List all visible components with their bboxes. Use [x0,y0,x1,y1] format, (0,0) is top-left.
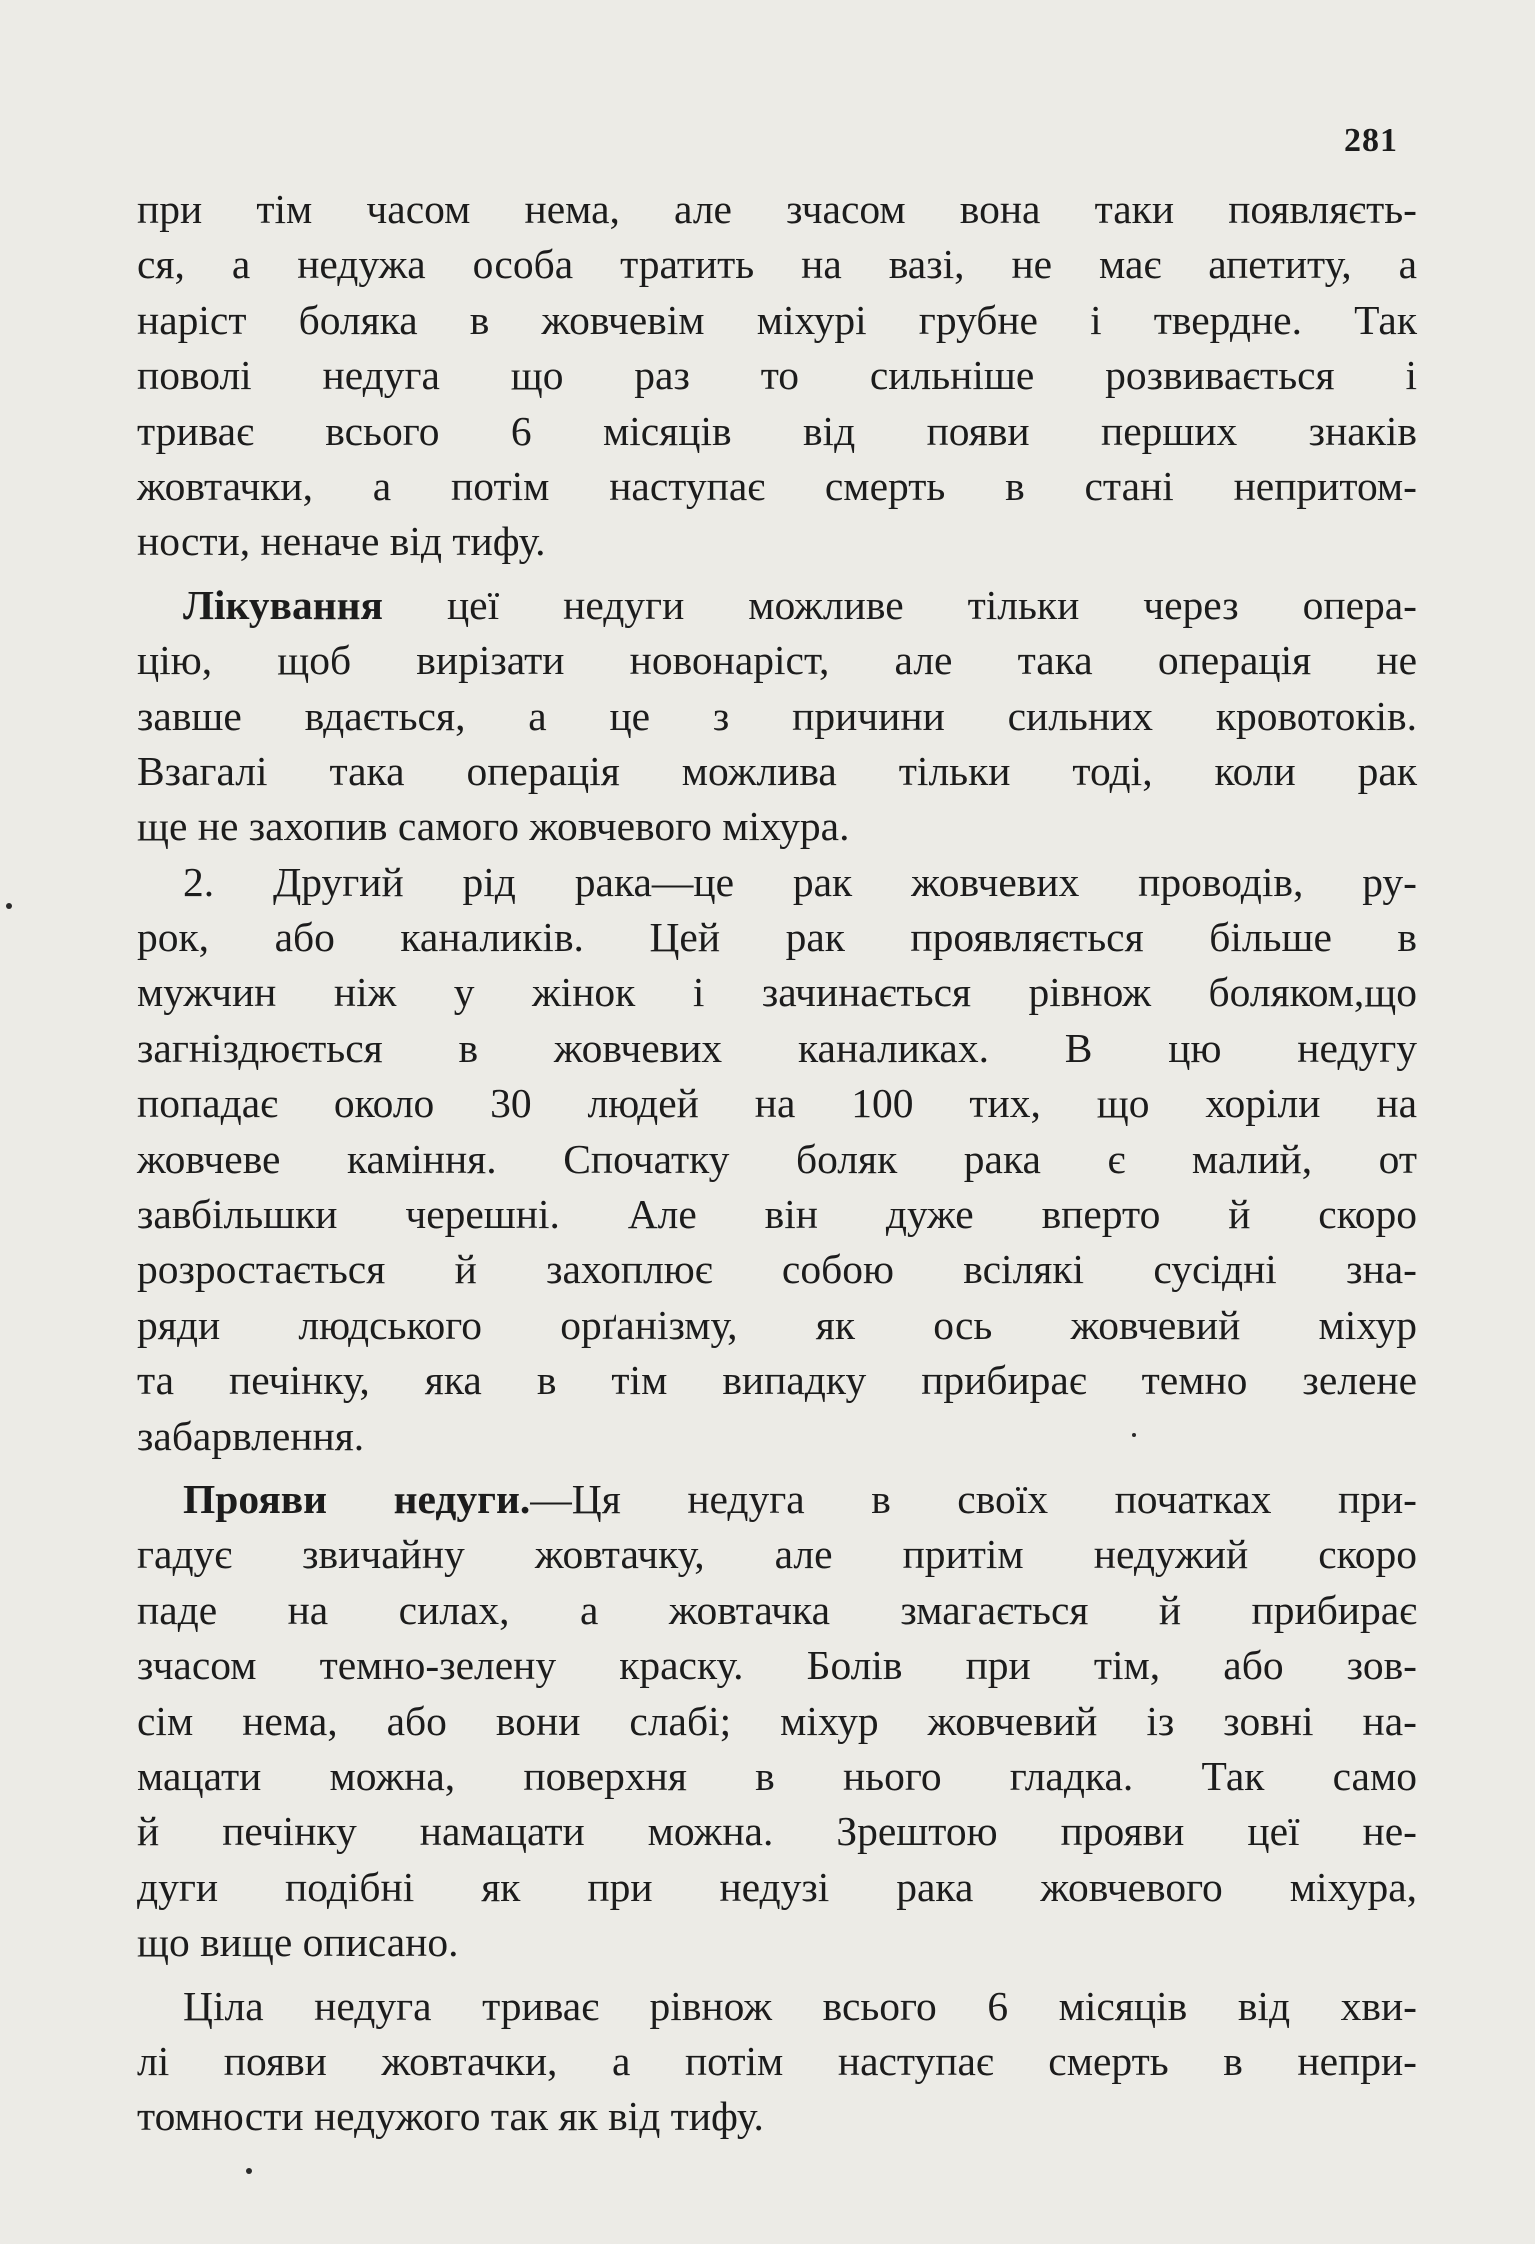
page-text [137,182,1417,2145]
print-speck [1132,1433,1136,1437]
text-line-rest: цеї недуги можливе тільки через опера- [382,581,1417,628]
text-line: Ціла недуга триває рівнож всього 6 місяців від хви- [183,1982,1417,2029]
text-line: завбільшки черешні. Але він дуже вперто й скоро [137,1191,1417,1238]
paragraph-4 [137,1472,1417,1971]
text-line: завше вдається, а це з причини сильних кровотоків. [137,692,1417,739]
print-speck [246,2168,252,2174]
text-line: сім нема, або вони слабі; міхур жовчевий із зовні на- [137,1697,1417,1744]
text-line: попадає около 30 людей на 100 тих, що хоріли на [137,1080,1417,1127]
text-line [137,578,1417,633]
paragraph-3 [137,855,1417,1464]
text-line: Взагалі така операція можлива тільки тоді, коли рак [137,747,1417,794]
text-line: мацати можна, поверхня в нього гладка. Так само [137,1752,1417,1799]
text-line: ряди людського орґанізму, як ось жовчевий міхур [137,1301,1417,1348]
text-line: дуги подібні як при недузі рака жовчевого міхура, [137,1863,1417,1910]
text-line: гадує звичайну жовтачку, але притім недужий скоро [137,1531,1417,1578]
text-line [137,1472,1417,1527]
text-line: паде на силах, а жовтачка змагається й прибирає [137,1586,1417,1633]
text-line: ности, неначе від тифу. [137,518,546,565]
text-line: що вище описано. [137,1919,459,1966]
text-line: та печінку, яка в тім випадку прибирає темно зелене [137,1357,1417,1404]
print-speck [6,903,12,909]
text-line: зчасом темно-зелену краску. Болів при тім, або зов- [137,1642,1417,1689]
text-line: жовчеве каміння. Спочатку боляк рака є малий, от [137,1135,1417,1182]
text-line: томности недужого так як від тифу. [137,2093,764,2140]
text-line: 2. Другий рід рака—це рак жовчевих проводів, ру- [183,858,1417,905]
text-line: цію, щоб вирізати новонаріст, але така операція не [137,637,1417,684]
text-line: жовтачки, а потім наступає смерть в стані непритом- [137,462,1417,509]
text-line-rest: —Ця недуга в своїх початках при- [530,1475,1417,1522]
text-line: рок, або каналиків. Цей рак проявляється більше в [137,914,1417,961]
text-line: ще не захопив самого жовчевого міхура. [137,803,850,850]
paragraph-5 [137,1979,1417,2145]
text-line: й печінку намацати можна. Зрештою прояви цеї не- [137,1808,1417,1855]
paragraph-2 [137,578,1417,855]
text-line: поволі недуга що раз то сильніше розвивається і [137,352,1417,399]
paragraph-1 [137,182,1417,570]
text-line: при тім часом нема, але зчасом вона таки появляєть- [137,186,1417,232]
paragraph-heading: Лікування [183,581,383,628]
paragraph-heading: Прояви недуги. [183,1475,531,1522]
text-line: розростається й захоплює собою всілякі сусідні зна- [137,1246,1417,1293]
page-number: 281 [1344,122,1398,159]
text-line: триває всього 6 місяців від появи перших знаків [137,407,1417,454]
text-line: ся, а недужа особа тратить на вазі, не має апетиту, а [137,241,1417,288]
text-line: забарвлення. [137,1412,365,1459]
text-line: мужчин ніж у жінок і зачинається рівнож боляком,що [137,969,1417,1016]
text-line: лі появи жовтачки, а потім наступає смерть в непри- [137,2037,1417,2084]
text-line: наріст боляка в жовчевім міхурі грубне і твердне. Так [137,296,1417,343]
text-line: загніздюється в жовчевих каналиках. В цю недугу [137,1024,1417,1071]
